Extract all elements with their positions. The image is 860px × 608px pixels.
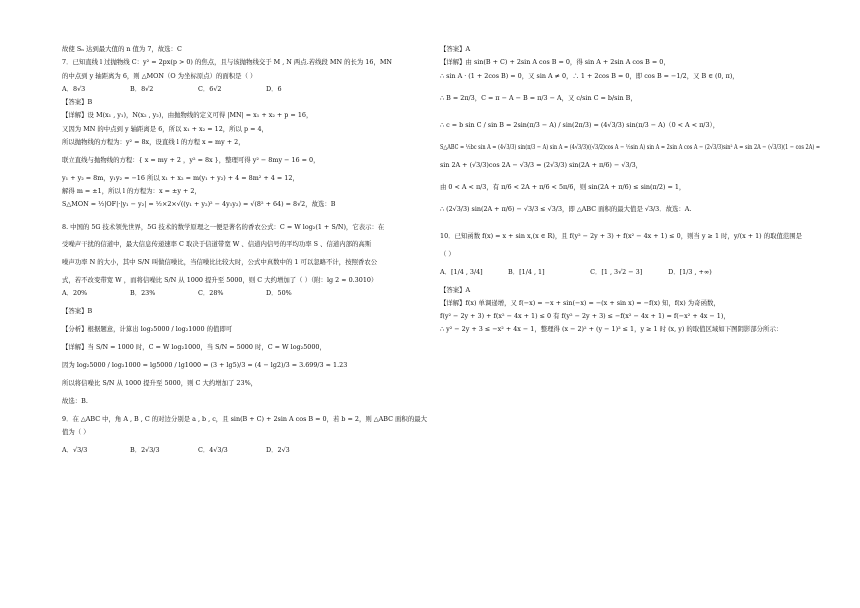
text-line: 又因为 MN 的中点到 y 轴距离是 6，所以 x₁ + x₂ = 12，所以 p = 4， xyxy=(62,124,268,133)
question-10-options xyxy=(440,269,810,277)
text-line: ∴ sin A · (1 + 2cos B) = 0，又 sin A ≠ 0，∴ 1 + 2cos B = 0，即 cos B = −1/2，又 B ∈ (0, π)， xyxy=(440,71,739,80)
option-b: B．[1/4 , 1] xyxy=(508,267,545,276)
text-line: 故使 Sₙ 达到最大值的 n 值为 7，故选：C xyxy=(62,45,182,53)
text-line: 【分析】根据题意，计算出 log₂5000 / log₂1000 的值即可 xyxy=(62,325,233,334)
text-line: ∴ (2√3/3) sin(2A + π/6) − √3/3 ≤ √3/3，即 △ABC 面积的最大值是 √3/3．故选：A. xyxy=(440,205,692,214)
text-line: 式，若不改变带宽 W ，而将信噪比 S/N 从 1000 提升至 5000，则 C 大约增加了（ ）（附：lg 2 ≈ 0.3010） xyxy=(62,276,378,285)
text-line: 值为（ ） xyxy=(62,427,90,436)
question-7-stem: 7．已知直线 l 过抛物线 C：y² = 2px(p > 0) 的焦点，且与该抛物线交于 M , N 两点.若线段 MN 的长为 16，MN xyxy=(62,58,392,67)
text-line: 【详解】当 S/N = 1000 时，C = W log₂1000，当 S/N = 5000 时，C = W log₂5000， xyxy=(62,343,326,352)
text-line: 噪声功率 N 的大小，其中 S/N 叫做信噪比，当信噪比比较大时，公式中真数中的 1 可以忽略不计，按照香农公 xyxy=(62,258,378,267)
option-a: A．[1/4 , 3/4] xyxy=(440,267,483,276)
question-8-options xyxy=(62,290,432,298)
text-line: 受噪声干扰的信道中，最大信息传递速率 C 取决于信道带宽 W 、信道内信号的平均功率 S 、信道内部的高斯 xyxy=(62,240,372,249)
text-line: 【详解】设 M(x₁ , y₁)，N(x₂ , y₂)，由抛物线的定义可得 |MN| = x₁ + x₂ + p = 16， xyxy=(62,111,313,120)
option-d: D．6 xyxy=(266,84,282,93)
answer-label: 【答案】B xyxy=(62,307,93,316)
question-9-options xyxy=(62,447,432,455)
text-line: S△ABC = ½bc sin A = (4√3/3) sin(π/3 − A) sin A = (4√3/3)((√3/2)cos A − ½sin A) sin A = 2sin A cos A − (2√3/3)sin² A = sin 2A − (√3/3)(1 − cos 2A) = xyxy=(440,142,821,151)
left-column xyxy=(62,46,432,454)
option-c: C．6√2 xyxy=(198,84,222,93)
text-line: ∴ y² − 2y + 3 ≤ −x² + 4x − 1，整理得 (x − 2)² + (y − 1)² ≤ 1，y ≥ 1 时 (x, y) 的取值区域如下图阴影部分所示： xyxy=(440,325,783,334)
option-a: A．8√3 xyxy=(62,84,86,93)
text-line: 故选：B. xyxy=(62,396,88,405)
text-line: ∴ B = 2π/3，C = π − A − B = π/3 − A，又 c/sin C = b/sin B， xyxy=(440,93,637,102)
text-line: sin 2A + (√3/3)cos 2A − √3/3 = (2√3/3) sin(2A + π/6) − √3/3， xyxy=(440,160,643,169)
text-line: f(y² − 2y + 3) + f(x² − 4x + 1) ≤ 0 有 f(y² − 2y + 3) ≤ −f(x² − 4x + 1) = f(−x² + 4x − 1)， xyxy=(440,312,730,321)
answer-label: 【答案】A xyxy=(440,45,471,53)
text-line: ∴ c = b sin C / sin B = 2sin(π/3 − A) / sin(2π/3) = (4√3/3) sin(π/3 − A)（0 < A < π/3）， xyxy=(440,120,720,129)
option-a: A．20% xyxy=(62,289,88,298)
option-a: A．√3/3 xyxy=(62,445,88,454)
option-b: B．2√3/3 xyxy=(130,445,160,454)
option-c: C．4√3/3 xyxy=(198,445,228,454)
text-line: （ ） xyxy=(440,249,455,258)
text-line: 【详解】f(x) 单调递增，又 f(−x) = −x + sin(−x) = −(x + sin x) = −f(x) 知，f(x) 为奇函数， xyxy=(440,298,720,307)
text-line: y₁ + y₂ = 8m，y₁y₂ = −16 所以 x₁ + x₂ = m(y₁ + y₂) + 4 = 8m² + 4 = 12， xyxy=(62,173,299,182)
question-9-stem: 9．在 △ABC 中，角 A , B , C 的对边分别是 a , b , c，且 sin(B + C) + 2sin A cos B = 0，若 b = 2，则 △ABC 面积的最大 xyxy=(62,414,427,423)
option-b: B．8√2 xyxy=(130,84,154,93)
text-line: 联立直线与抛物线的方程：{ x = my + 2 ，y² = 8x }，整理可得 y² − 8my − 16 = 0， xyxy=(62,155,320,164)
text-line: S△MON = ½|OF|·|y₁ − y₂| = ½×2×√((y₁ + y₂)² − 4y₁y₂) = √(8² + 64) = 8√2，故选：B xyxy=(62,200,336,209)
text-line: 所以抛物线的方程为：y² = 8x，设直线 l 的方程 x = my + 2， xyxy=(62,137,245,146)
text-line: 解得 m = ±1，所以 l 的方程为：x = ±y + 2， xyxy=(62,187,201,195)
option-c: C．28% xyxy=(198,289,224,298)
right-column xyxy=(440,45,821,334)
question-10-stem: 10．已知函数 f(x) = x + sin x,(x ∈ R)，且 f(y² − 2y + 3) + f(x² − 4x + 1) ≤ 0，则当 y ≥ 1 时，y/(x + 1) 的取值范围是 xyxy=(440,231,803,240)
option-d: D．50% xyxy=(266,289,292,298)
text-line: 由 0 < A < π/3，有 π/6 < 2A + π/6 < 5π/6，则 sin(2A + π/6) ≤ sin(π/2) = 1， xyxy=(440,182,686,191)
text-line: 所以将信噪比 S/N 从 1000 提升至 5000，则 C 大约增加了 23%， xyxy=(62,378,258,387)
option-b: B．23% xyxy=(130,289,156,298)
option-d: D．2√3 xyxy=(266,445,290,454)
question-8-stem: 8. 中国的 5G 技术领先世界，5G 技术的数学原理之一便是著名的香农公式：C = W log₂(1 + S/N)，它表示：在 xyxy=(62,222,385,231)
text-line: 的中点到 y 轴距离为 6，则 △MON（O 为坐标原点）的面积是（ ） xyxy=(62,71,257,80)
text-line: 【详解】由 sin(B + C) + 2sin A cos B = 0，得 sin A + 2sin A cos B = 0， xyxy=(440,58,670,67)
answer-label: 【答案】A xyxy=(440,285,471,294)
text-line: 因为 log₂5000 / log₂1000 = lg5000 / lg1000 = (3 + lg5)/3 = (4 − lg2)/3 = 3.699/3 ≈ 1.23 xyxy=(62,360,348,369)
question-7-options xyxy=(62,86,432,94)
option-d: D．[1/3 , +∞) xyxy=(668,267,712,276)
option-c: C．[1 , 3√2 − 3] xyxy=(590,267,643,276)
answer-label: 【答案】B xyxy=(62,98,93,107)
